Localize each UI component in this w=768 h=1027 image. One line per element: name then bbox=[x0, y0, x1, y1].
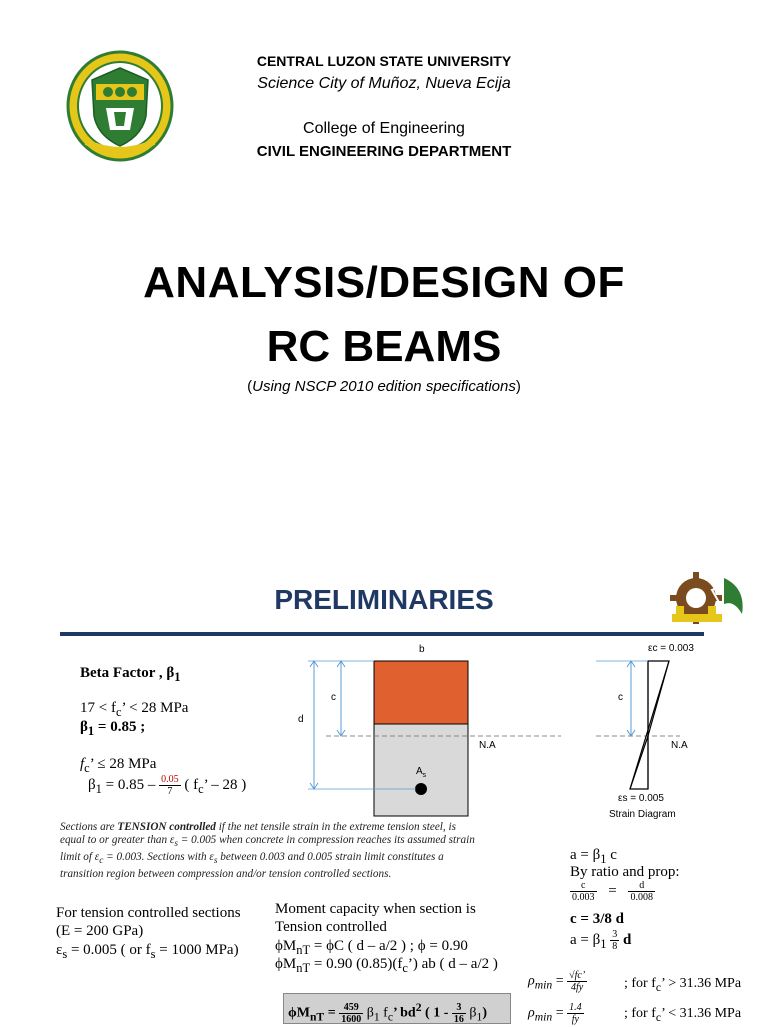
beta-fraction: $\frac{0.05}{7}$ bbox=[161, 774, 179, 797]
beta-value: $\beta_1 = 0.85$ ; bbox=[80, 719, 146, 738]
tension-line-1: For tension controlled sections bbox=[56, 905, 241, 921]
moment-capacity-formula: $\phi M_{nT}$ = $\frac{459}{1600}$ $\beta_1$ $f_c$’ $bd^2$ ( 1 - $\frac{3}{16}$ $\beta_1$) bbox=[288, 1001, 487, 1025]
ratio-line-5: $a = \beta_1$ $\frac{3}{8}$ d bbox=[570, 929, 632, 952]
section-heading: PRELIMINARIES bbox=[274, 584, 494, 615]
moment-line-2: Tension controlled bbox=[275, 919, 387, 935]
label-c-left: c bbox=[331, 692, 336, 703]
tension-line-2: (E = 200 GPa) bbox=[56, 923, 144, 939]
beam-section-diagram bbox=[296, 640, 708, 830]
moment-line-3: $\phi M_{nT} = \phi C$ ( d – a/2 ) ; ϕ = 0.90 bbox=[275, 938, 468, 957]
strain-diagram-caption: Strain Diagram bbox=[609, 809, 676, 820]
label-na-left: N.A bbox=[479, 740, 496, 751]
label-b: b bbox=[419, 644, 425, 655]
engineering-logo bbox=[662, 570, 750, 630]
department-name: CIVIL ENGINEERING DEPARTMENT bbox=[256, 143, 512, 160]
rho-min-2: $\rho_{min}$ = $\frac{1.4}{fy}$ bbox=[528, 1002, 582, 1025]
college-name: College of Engineering bbox=[303, 120, 465, 137]
beta-formula: $\beta_1 = 0.85$ – $\frac{0.05}{7}$ ( $f_c$’ – 28 ) bbox=[88, 774, 247, 797]
beta-heading: Beta Factor , $\beta_1$ bbox=[80, 665, 181, 684]
moment-line-4: $\phi M_{nT} = 0.90$ $(0.85)(f_c’)$ ab ( d – a/2 ) bbox=[275, 956, 498, 975]
moment-line-1: Moment capacity when section is bbox=[275, 901, 476, 917]
subtitle: (Using NSCP 2010 edition specifications) bbox=[247, 378, 521, 395]
ratio-line-2: By ratio and prop: bbox=[570, 864, 680, 880]
title-line-2: RC BEAMS bbox=[266, 322, 502, 371]
ratio-line-1: $a = \beta_1$ c bbox=[570, 847, 617, 866]
rho-min-1-condition: ; for $f_c$’ > 31.36 MPa bbox=[624, 976, 742, 994]
label-na-right: N.A bbox=[671, 740, 688, 751]
label-d: d bbox=[298, 714, 304, 725]
rho-min-1: $\rho_{min}$ = $\frac{√fc’}{4fy}$ bbox=[528, 970, 586, 993]
title-line-1: ANALYSIS/DESIGN OF bbox=[143, 258, 625, 307]
university-name: CENTRAL LUZON STATE UNIVERSITY bbox=[256, 53, 512, 69]
beta-range-2: $f_c$’ ≤ 28 MPa bbox=[80, 756, 157, 775]
section-divider bbox=[60, 632, 704, 636]
label-ec: εc = 0.003 bbox=[648, 643, 694, 654]
label-es: εs = 0.005 bbox=[618, 793, 664, 804]
tension-paragraph: Sections are TENSION controlled if the net tensile strain in the extreme tension steel, is equal to or greater than $\varepsilon_s = 0.005$ when concrete in compression reaches its assumed strain limit of $\varepsilon_c = 0.003$. Sections with $\varepsilon_s$ between 0.003 and 0.005 strain limit constitutes a transition region between compression and/or tension controlled sections. bbox=[60, 821, 475, 881]
ratio-line-3: $\frac{c}{0.003}$ = $\frac{d}{0.008}$ bbox=[572, 880, 653, 903]
tension-line-3: $\varepsilon_s = 0.005$ ( or $f_s = 1000$ MPa) bbox=[56, 942, 239, 961]
label-c-right: c bbox=[618, 692, 623, 703]
label-as: $A_s$ bbox=[416, 766, 427, 779]
beta-range-1: $17 < f_c$’ < 28 MPa bbox=[80, 700, 189, 719]
ratio-line-4: c = 3/8 d bbox=[570, 911, 624, 927]
rho-min-2-condition: ; for $f_c$’ < 31.36 MPa bbox=[624, 1006, 742, 1024]
university-location: Science City of Muñoz, Nueva Ecija bbox=[257, 75, 511, 92]
